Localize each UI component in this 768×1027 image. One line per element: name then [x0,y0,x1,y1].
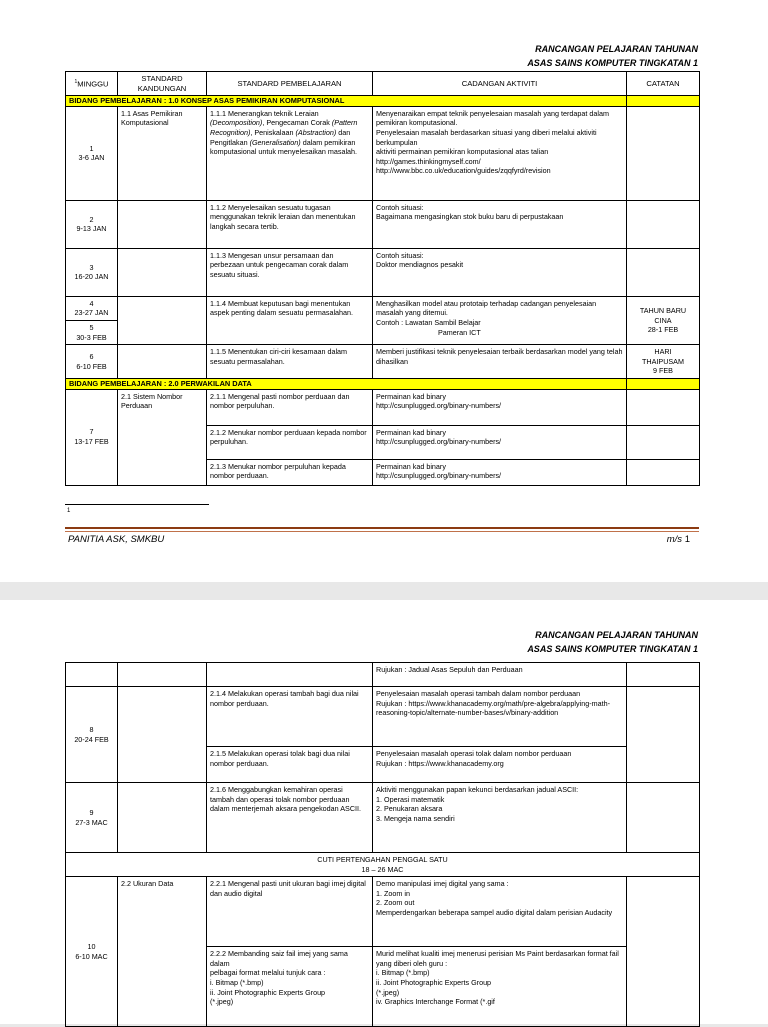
footnote: 1 [67,508,71,514]
standard-kandungan-cell: 1.1 Asas Pemikiran Komputasional [118,106,207,200]
standard-pembelajaran-cell: 2.1.6 Menggabungkan kemahiran operasi tambah dan operasi tolak nombor perduaan dalam menterjemah aksara pengekodan ASCII. [207,783,373,853]
table-row [66,663,700,687]
week-cell: 9 27-3 MAC [66,783,118,853]
cadangan-aktiviti-cell: Menghasilkan model atau prototaip terhadap cadangan penyelesaian masalah yang ditemui. Contoh : Lawatan Sambil Belajar Pameran ICT [373,296,627,344]
footnote-separator [65,504,209,505]
cadangan-aktiviti-cell: Aktiviti menggunakan papan kekunci berdasarkan jadual ASCII: 1. Operasi matematik 2. Penukaran aksara 3. Mengeja nama sendiri [373,783,627,853]
standard-pembelajaran-cell: 1.1.3 Mengesan unsur persamaan dan perbezaan untuk pengecaman corak dalam sesuatu situasi. [207,248,373,296]
lesson-plan-table-continued [65,662,700,1027]
table-row [66,200,700,248]
table-row [66,687,700,747]
header-title: RANCANGAN PELAJARAN TAHUNAN [535,630,698,640]
standard-pembelajaran-cell: 1.1.1 Menerangkan teknik Leraian (Decomposition), Pengecaman Corak (Pattern Recognition), Peniskalaan (Abstraction) dan Pengitlakan (Generalisation) dalam pemikiran komputasional untuk menyelesaikan masalah. [207,106,373,200]
cadangan-aktiviti-cell: Penyelesaian masalah operasi tolak dalam nombor perduaan Rujukan : https://www.khanacademy.org [373,747,627,783]
standard-pembelajaran-cell: 2.2.1 Mengenal pasti unit ukuran bagi imej digital dan audio digital [207,877,373,947]
column-header-catatan: CATATAN [627,72,700,96]
column-header-standard-kandungan: STANDARD KANDUNGAN [118,72,207,96]
header-subtitle: ASAS SAINS KOMPUTER TINGKATAN 1 [527,58,698,68]
footer-left: PANITIA ASK, SMKBU [68,534,165,545]
cadangan-aktiviti-cell: Permainan kad binary http://csunplugged.org/binary-numbers/ [373,389,627,425]
week-cell: 8 20-24 FEB [66,687,118,783]
section-band [66,378,700,389]
page-footer [68,534,690,545]
footer-rule [65,527,699,529]
catatan-cell [627,106,700,200]
week-cell: 4 23-27 JAN 5 30-3 FEB [66,296,118,344]
page-header [527,628,698,656]
section-band [66,96,700,107]
standard-pembelajaran-cell: 2.1.4 Melakukan operasi tambah bagi dua nilai nombor perduaan. [207,687,373,747]
catatan-cell: TAHUN BARU CINA 28-1 FEB [627,296,700,344]
standard-pembelajaran-cell: 1.1.5 Menentukan ciri-ciri kesamaan dalam sesuatu permasalahan. [207,345,373,379]
page-header [527,42,698,70]
week-cell: 7 13-17 FEB [66,389,118,485]
section-band-label: BIDANG PEMBELAJARAN : 2.0 PERWAKILAN DATA [66,378,627,389]
cadangan-aktiviti-cell: Demo manipulasi imej digital yang sama : 1. Zoom in 2. Zoom out Memperdengarkan beberapa sampel audio digital dalam perisian Audacity [373,877,627,947]
table-header-row [66,72,700,96]
week-cell: 1 3-6 JAN [66,106,118,200]
holiday-cell: CUTI PERTENGAHAN PENGGAL SATU 18 – 26 MAC [66,853,700,877]
week-cell: 3 16-20 JAN [66,248,118,296]
cadangan-aktiviti-cell: Penyelesaian masalah operasi tambah dalam nombor perduaan Rujukan : https://www.khanacademy.org/math/pre-algebra/applying-math-reasoning-topic/alternate-number-bases/v/binary-addition [373,687,627,747]
footer-rule-thin [65,531,699,532]
column-header-cadangan-aktiviti: CADANGAN AKTIVITI [373,72,627,96]
column-header-standard-pembelajaran: STANDARD PEMBELAJARAN [207,72,373,96]
cadangan-aktiviti-cell: Permainan kad binary http://csunplugged.org/binary-numbers/ [373,459,627,485]
table-row [66,783,700,853]
table-row [66,296,700,344]
column-header-minggu: $^1$MINGGU [66,72,118,96]
week-cell: 10 6-10 MAC [66,877,118,1027]
cadangan-aktiviti-cell: Murid melihat kualiti imej menerusi perisian Ms Paint berdasarkan format fail yang diberi oleh guru : i. Bitmap (*.bmp) ii. Joint Photographic Experts Group (*.jpeg) iv. Graphics Interchange Format (*.gif [373,947,627,1027]
standard-pembelajaran-cell: 2.1.1 Mengenal pasti nombor perduaan dan nombor perpuluhan. [207,389,373,425]
table-row [66,877,700,947]
standard-pembelajaran-cell: 2.2.2 Membanding saiz fail imej yang sama dalam pelbagai format melalui tunjuk cara : i. Bitmap (*.bmp) ii. Joint Photographic Experts Group (*.jpeg) [207,947,373,1027]
cadangan-aktiviti-cell: Menyenaraikan empat teknik penyelesaian masalah yang terdapat dalam pemikiran komputasional. Penyelesaian masalah berdasarkan situasi yang diberi melalui aktiviti berkumpulan aktiviti permainan pemikiran komputasional atas talian http://games.thinkingmyself.com/ http://www.bbc.co.uk/education/guides/zqqfyrd/revision [373,106,627,200]
table-row [66,106,700,200]
cadangan-aktiviti-cell: Contoh situasi: Doktor mendiagnos pesakit [373,248,627,296]
standard-pembelajaran-cell: 2.1.3 Menukar nombor perpuluhan kepada nombor perduaan. [207,459,373,485]
standard-pembelajaran-cell: 1.1.4 Membuat keputusan bagi menentukan aspek penting dalam sesuatu permasalahan. [207,296,373,344]
table-row [66,345,700,379]
header-subtitle: ASAS SAINS KOMPUTER TINGKATAN 1 [527,644,698,654]
standard-kandungan-cell: 2.1 Sistem Nombor Perduaan [118,389,207,485]
table-row [66,389,700,425]
lesson-plan-table [65,71,700,486]
standard-pembelajaran-cell: 2.1.2 Menukar nombor perduaan kepada nombor perpuluhan. [207,425,373,459]
table-row [66,248,700,296]
page-number: m/s 1 [666,534,690,545]
week-cell: 2 9-13 JAN [66,200,118,248]
section-band-label: BIDANG PEMBELAJARAN : 1.0 KONSEP ASAS PEMIKIRAN KOMPUTASIONAL [66,96,627,107]
cadangan-aktiviti-cell: Permainan kad binary http://csunplugged.org/binary-numbers/ [373,425,627,459]
cadangan-aktiviti-cell: Memberi justifikasi teknik penyelesaian terbaik berdasarkan model yang telah dihasilkan [373,345,627,379]
cadangan-aktiviti-cell: Contoh situasi: Bagaimana mengasingkan stok buku baru di perpustakaan [373,200,627,248]
header-title: RANCANGAN PELAJARAN TAHUNAN [535,44,698,54]
week-cell: 6 6-10 FEB [66,345,118,379]
standard-pembelajaran-cell: 2.1.5 Melakukan operasi tolak bagi dua nilai nombor perduaan. [207,747,373,783]
document-page-2 [0,600,768,1024]
holiday-row [66,853,700,877]
cadangan-aktiviti-cell: Rujukan : Jadual Asas Sepuluh dan Perduaan [373,663,627,687]
catatan-cell: HARI THAIPUSAM 9 FEB [627,345,700,379]
standard-kandungan-cell: 2.2 Ukuran Data [118,877,207,1027]
standard-pembelajaran-cell: 1.1.2 Menyelesaikan sesuatu tugasan menggunakan teknik leraian dan menentukan langkah secara tertib. [207,200,373,248]
